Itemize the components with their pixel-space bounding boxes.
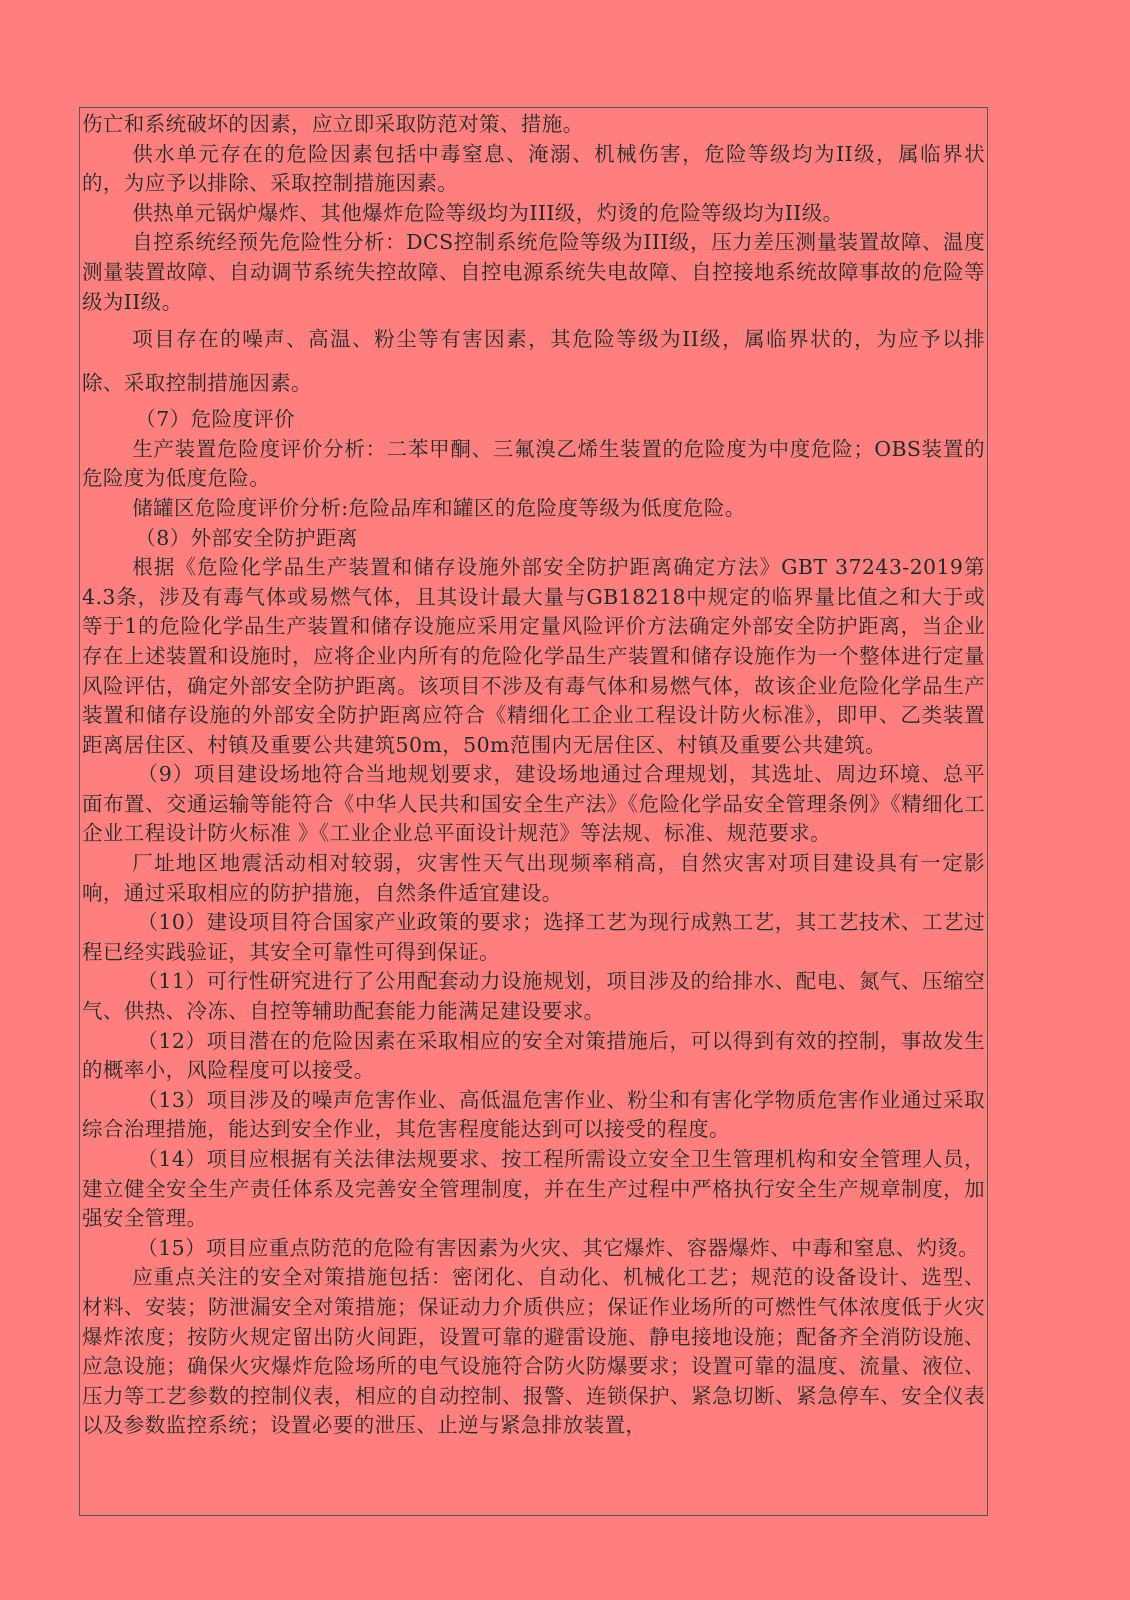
section-heading: （8）外部安全防护距离: [135, 525, 358, 550]
paragraph: （9）项目建设场地符合当地规划要求，建设场地通过合理规划，其选址、周边环境、总平面布置、交通运输等能符合《中华人民共和国安全生产法》《危险化学品安全管理条例》《精细化工企业工程设计防火标准 》《工业企业总平面设计规范》等法规、标准、规范要求。: [82, 762, 985, 846]
paragraph: （13）项目涉及的噪声危害作业、高低温危害作业、粉尘和有害化学物质危害作业通过采取综合治理措施，能达到安全作业，其危害程度能达到可以接受的程度。: [82, 1087, 985, 1142]
paragraph: 应重点关注的安全对策措施包括：密闭化、自动化、机械化工艺；规范的设备设计、选型、材料、安装；防泄漏安全对策措施；保证动力介质供应；保证作业场所的可燃性气体浓度低于火灾爆炸浓度；按防火规定留出防火间距，设置可靠的避雷设施、静电接地设施；配备齐全消防设施、应急设施；确保火灾爆炸危险场所的电气设施符合防火防爆要求；设置可靠的温度、流量、液位、压力等工艺参数的控制仪表，相应的自动控制、报警、连锁保护、紧急切断、紧急停车、安全仪表以及参数监控系统；设置必要的泄压、止逆与紧急排放装置，: [82, 1265, 985, 1438]
document-text-frame: [79, 107, 988, 1516]
paragraph: 储罐区危险度评价分析:危险品库和罐区的危险度等级为低度危险。: [132, 495, 746, 520]
paragraph: 供水单元存在的危险因素包括中毒窒息、淹溺、机械伤害，危险等级均为II级，属临界状的，为应予以排除、采取控制措施因素。: [82, 141, 985, 196]
paragraph: 项目存在的噪声、高温、粉尘等有害因素，其危险等级为II级，属临界状的，为应予以排除、采取控制措施因素。: [82, 327, 985, 396]
paragraph: 伤亡和系统破坏的因素，应立即采取防范对策、措施。: [82, 112, 584, 136]
paragraph: 供热单元锅炉爆炸、其他爆炸危险等级均为III级，灼烫的危险等级均为II级。: [132, 200, 844, 225]
paragraph: （11）可行性研究进行了公用配套动力设施规划，项目涉及的给排水、配电、氮气、压缩空气、供热、冷冻、自控等辅助配套能力能满足建设要求。: [82, 969, 985, 1024]
paragraph: 厂址地区地震活动相对较弱，灾害性天气出现频率稍高，自然灾害对项目建设具有一定影响，通过采取相应的防护措施，自然条件适宜建设。: [82, 851, 985, 905]
paragraph: 自控系统经预先危险性分析：DCS控制系统危险等级为III级，压力差压测量装置故障、温度测量装置故障、自动调节系统失控故障、自控电源系统失电故障、自控接地系统故障事故的危险等级为II级。: [82, 230, 985, 314]
paragraph: 生产装置危险度评价分析：二苯甲酮、三氟溴乙烯生装置的危险度为中度危险；OBS装置的危险度为低度危险。: [82, 436, 985, 491]
paragraph: （14）项目应根据有关法律法规要求、按工程所需设立安全卫生管理机构和安全管理人员，建立健全安全生产责任体系及完善安全管理制度，并在生产过程中严格执行安全生产规章制度，加强安全管理。: [82, 1147, 985, 1231]
section-heading: （7）危险度评价: [135, 407, 296, 432]
paragraph: （15）项目应重点防范的危险有害因素为火灾、其它爆炸、容器爆炸、中毒和窒息、灼烫。: [137, 1235, 980, 1260]
paragraph: （12）项目潜在的危险因素在采取相应的安全对策措施后，可以得到有效的控制，事故发生的概率小，风险程度可以接受。: [82, 1028, 985, 1083]
paragraph: （10）建设项目符合国家产业政策的要求；选择工艺为现行成熟工艺，其工艺技术、工艺过程已经实践验证，其安全可靠性可得到保证。: [82, 910, 985, 964]
paragraph: 根据《危险化学品生产装置和储存设施外部安全防护距离确定方法》GBT 37243-2019第4.3条，涉及有毒气体或易燃气体，且其设计最大量与GB18218中规定的临界量比值之和大于或等于1的危险化学品生产装置和储存设施应采用定量风险评价方法确定外部安全防护距离，当企业存在上述装置和设施时，应将企业内所有的危险化学品生产装置和储存设施作为一个整体进行定量风险评估，确定外部安全防护距离。该项目不涉及有毒气体和易燃气体，故该企业危险化学品生产装置和储存设施的外部安全防护距离应符合《精细化工企业工程设计防火标准》，即甲、乙类装置距离居住区、村镇及重要公共建筑50m，50m范围内无居住区、村镇及重要公共建筑。: [82, 555, 985, 757]
